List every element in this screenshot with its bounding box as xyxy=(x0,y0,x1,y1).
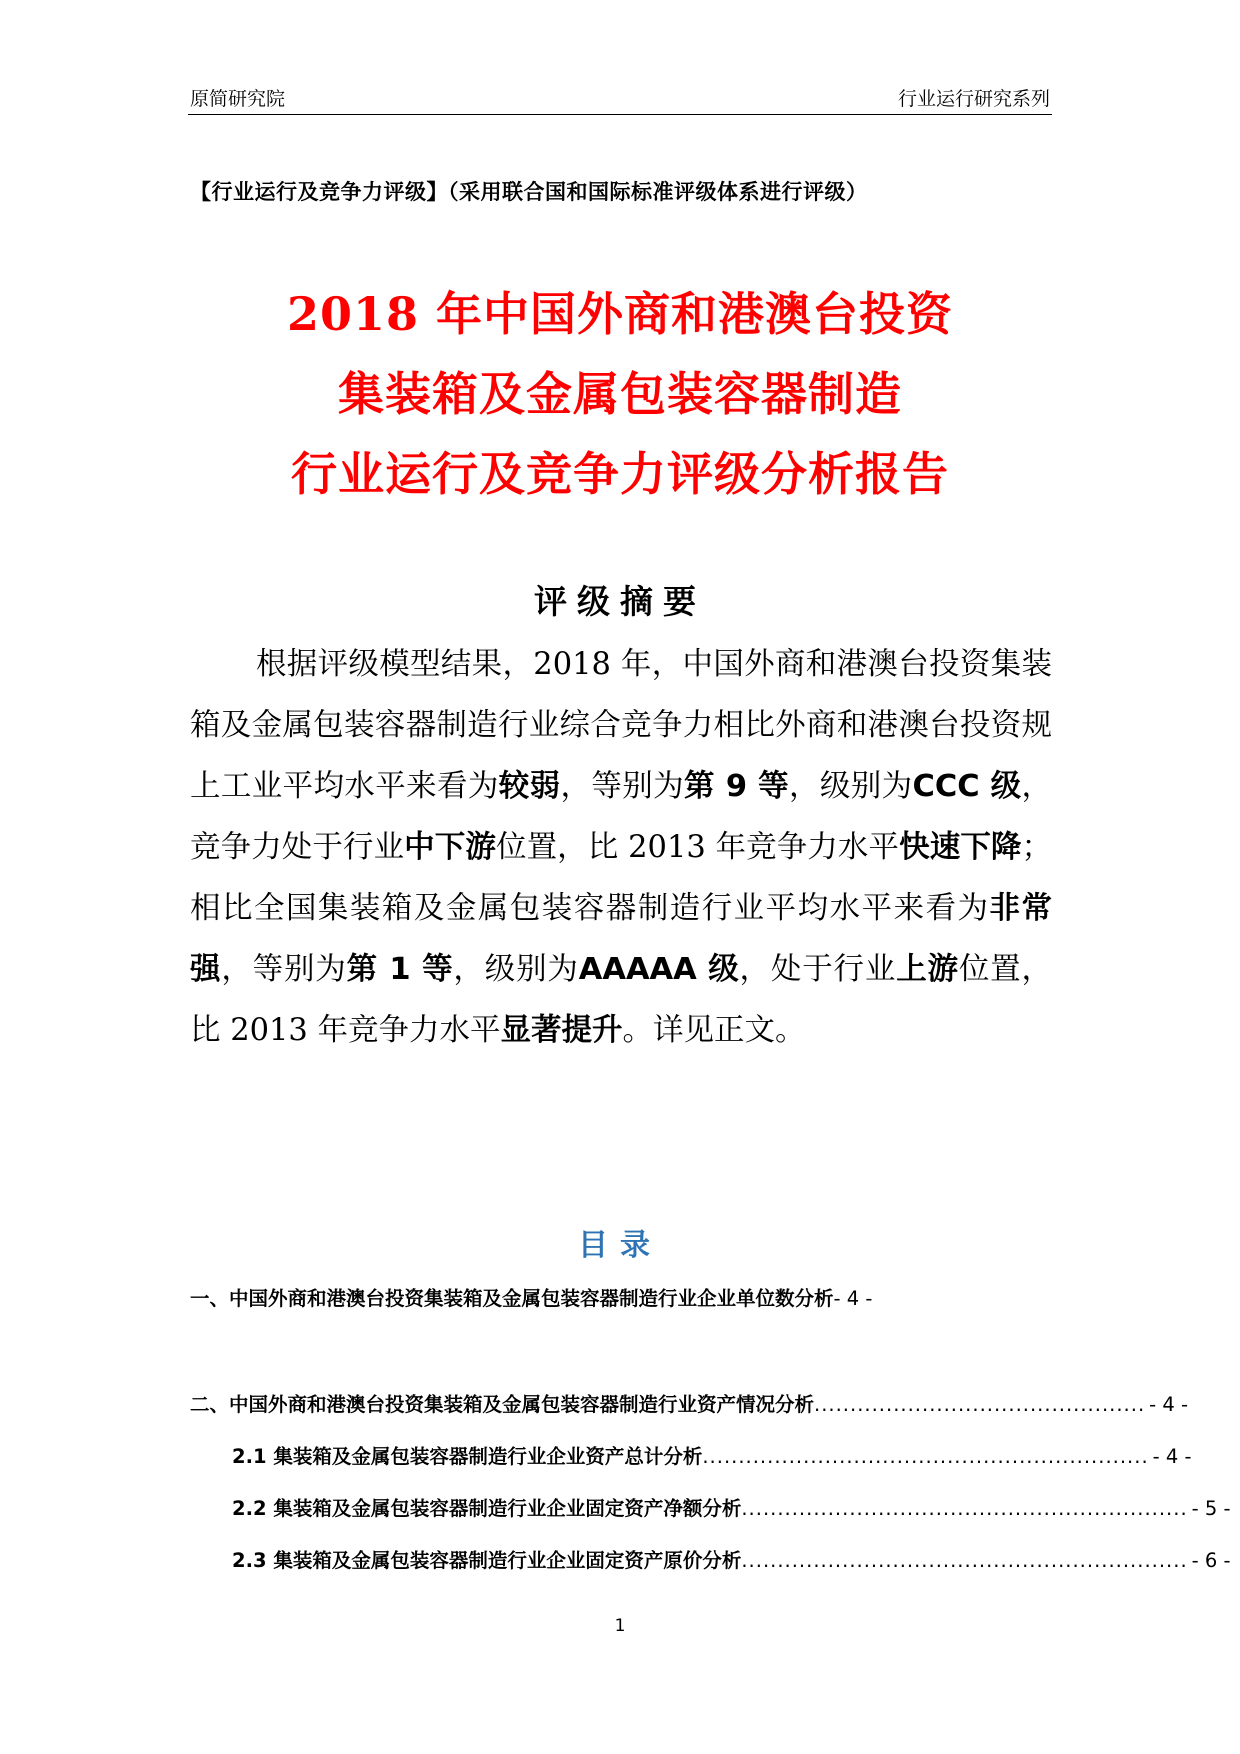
summary-heading: 评级摘要 xyxy=(534,582,706,621)
summary-emphasis: 快速下降 xyxy=(899,830,1022,865)
toc-leader-dots: .............................................................. xyxy=(741,1549,1188,1572)
summary-text: ；相比全国集装箱及金属包装容器制造行业平均水平来看为 xyxy=(190,830,1053,926)
header-organization: 原简研究院 xyxy=(190,88,286,110)
toc-leader-dots: .............................................................. xyxy=(702,1445,1149,1468)
summary-text: 根据评级模型结果，2018 年，中国外商和港澳台投资集装箱及金属包装容器制造行业综合竞争力相比外商和港澳台投资规上工业平均水平来看为 xyxy=(190,647,1052,804)
toc-entry[interactable] xyxy=(190,1431,1192,1483)
report-title-line-3: 行业运行及竞争力评级分析报告 xyxy=(291,447,949,501)
report-subtitle: 【行业运行及竞争力评级】（采用联合国和国际标准评级体系进行评级） xyxy=(190,180,868,204)
toc-entry-label: 2.2 集装箱及金属包装容器制造行业企业固定资产净额分析 xyxy=(232,1497,742,1520)
report-title-line-1: 2018 年中国外商和港澳台投资 xyxy=(286,287,954,341)
toc-entry-label: 二、中国外商和港澳台投资集装箱及金属包装容器制造行业资产情况分析 xyxy=(190,1393,815,1416)
summary-text: ，处于行业 xyxy=(739,952,897,987)
summary-emphasis: 显著提升 xyxy=(500,1013,623,1048)
page-number: 1 xyxy=(614,1616,626,1636)
summary-paragraph xyxy=(190,634,1052,1061)
summary-emphasis: 非常强 xyxy=(190,891,1053,987)
summary-emphasis: CCC 级 xyxy=(912,769,1022,804)
header-series: 行业运行研究系列 xyxy=(897,88,1050,110)
toc-entry-label: 2.3 集装箱及金属包装容器制造行业企业固定资产原价分析 xyxy=(232,1549,742,1572)
summary-emphasis: AAAAA 级 xyxy=(578,952,740,987)
summary-emphasis: 上游 xyxy=(896,952,959,987)
summary-emphasis: 较弱 xyxy=(498,769,561,804)
summary-text: ，级别为 xyxy=(788,769,913,804)
header-divider xyxy=(188,114,1052,115)
summary-emphasis: 第 9 等 xyxy=(684,769,789,804)
toc-entry-page: - 4 - xyxy=(833,1287,873,1310)
summary-text: ，等别为 xyxy=(560,769,684,804)
summary-text: 位置，比 2013 年竞争力水平 xyxy=(190,952,1052,1048)
toc-entry-page: - 4 - xyxy=(1149,1393,1189,1416)
summary-text: ，级别为 xyxy=(453,952,579,987)
toc-entry[interactable] xyxy=(190,1379,1189,1431)
toc-entry-page: - 6 - xyxy=(1191,1549,1231,1572)
summary-text: 。详见正文。 xyxy=(622,1013,806,1048)
toc-entry[interactable] xyxy=(190,1483,1231,1535)
toc-entry-label: 一、中国外商和港澳台投资集装箱及金属包装容器制造行业企业单位数分析 xyxy=(190,1287,834,1310)
toc-entry-page: - 4 - xyxy=(1152,1445,1192,1468)
summary-emphasis: 第 1 等 xyxy=(346,952,454,987)
toc-entry[interactable] xyxy=(190,1276,1052,1322)
report-title-line-2: 集装箱及金属包装容器制造 xyxy=(338,367,902,421)
toc-entry-label: 2.1 集装箱及金属包装容器制造行业企业资产总计分析 xyxy=(232,1445,703,1468)
summary-emphasis: 中下游 xyxy=(404,830,496,865)
toc-entry-page: - 5 - xyxy=(1191,1497,1231,1520)
toc-leader-dots: .............................................. xyxy=(814,1393,1146,1416)
summary-text: 位置，比 2013 年竞争力水平 xyxy=(495,830,900,865)
toc-list xyxy=(190,1379,1231,1587)
toc-leader-dots: .............................................................. xyxy=(741,1497,1188,1520)
summary-text: ，等别为 xyxy=(221,952,347,987)
toc-heading: 目录 xyxy=(578,1228,662,1263)
toc-entry[interactable] xyxy=(190,1535,1231,1587)
summary-text: ，竞争力处于行业 xyxy=(190,769,1052,865)
